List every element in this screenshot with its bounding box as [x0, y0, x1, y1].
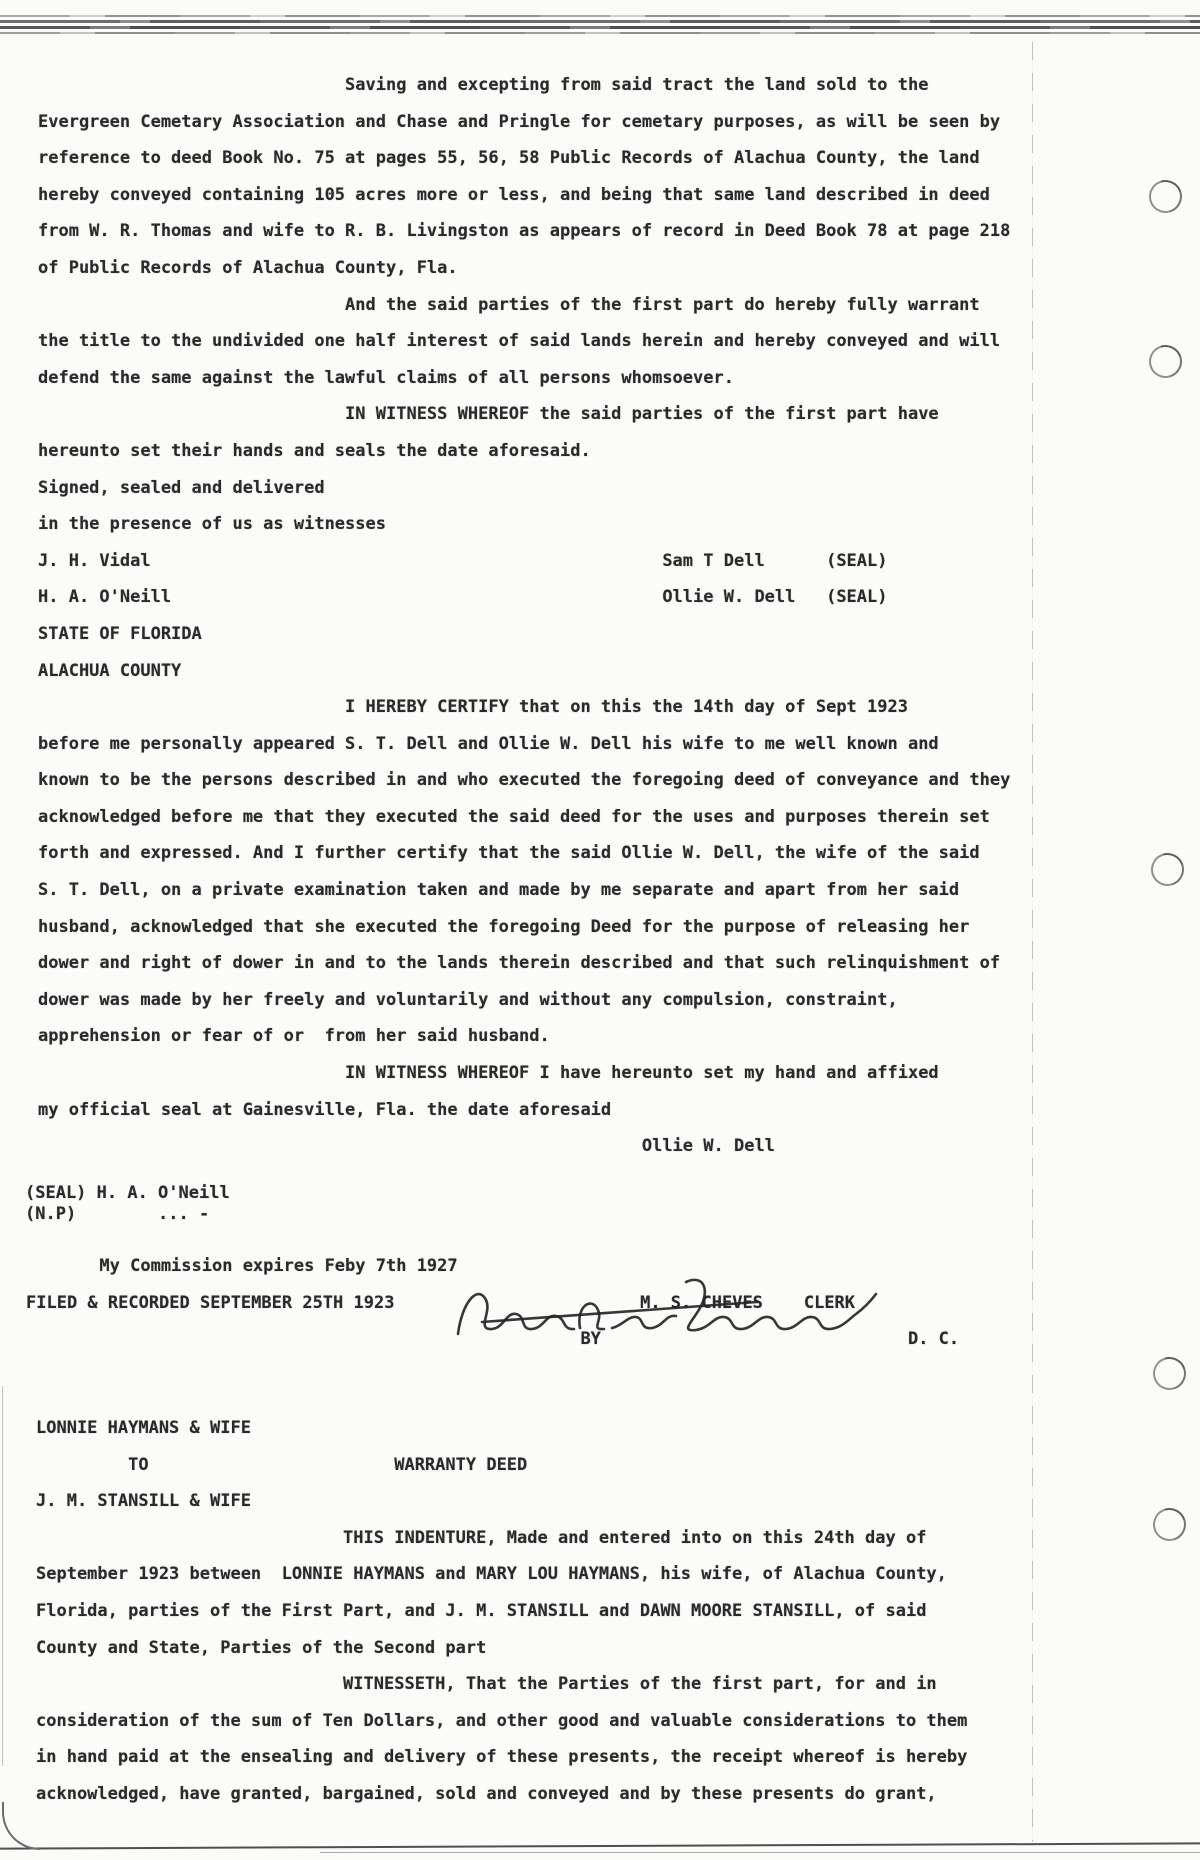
scan-noise-band: [0, 26, 1200, 29]
typed-line: THIS INDENTURE, Made and entered into on this 24th day of: [36, 1527, 927, 1548]
hole-punch-mark: [1143, 339, 1188, 384]
typed-line: forth and expressed. And I further certify that the said Ollie W. Dell, the wife of the said: [38, 843, 980, 864]
typed-line: before me personally appeared S. T. Dell and Ollie W. Dell his wife to me well known and: [38, 733, 939, 754]
hole-punch-mark: [1143, 174, 1188, 219]
clerk-signature: [452, 1272, 882, 1354]
typed-line: husband, acknowledged that she executed the foregoing Deed for the purpose of releasing her: [38, 916, 970, 937]
typed-line: ALACHUA COUNTY: [38, 660, 182, 681]
typed-line: reference to deed Book No. 75 at pages 55, 56, 58 Public Records of Alachua County, the land: [38, 148, 980, 169]
typed-line: WITNESSETH, That the Parties of the first part, for and in: [36, 1674, 937, 1695]
typed-line: known to be the persons described in and who executed the foregoing deed of conveyance and they: [38, 770, 1011, 791]
typed-line: from W. R. Thomas and wife to R. B. Livingston as appears of record in Deed Book 78 at page 218: [38, 221, 1011, 242]
deed-text-dell-to-livingston: [25, 67, 1011, 1358]
scan-noise-band: [0, 15, 1200, 17]
typed-line: September 1923 between LONNIE HAYMANS and MARY LOU HAYMANS, his wife, of Alachua County,: [36, 1564, 947, 1585]
typed-line: (SEAL) H. A. O'Neill: [25, 1182, 230, 1203]
typed-line: my official seal at Gainesville, Fla. the date aforesaid: [38, 1099, 612, 1120]
typed-line: Florida, parties of the First Part, and J. M. STANSILL and DAWN MOORE STANSILL, of said: [36, 1600, 927, 1621]
bottom-edge-line-faint: [320, 1852, 1200, 1853]
typed-line: TO WARRANTY DEED: [36, 1454, 528, 1475]
typed-line: in the presence of us as witnesses: [38, 514, 386, 535]
typed-line: And the said parties of the first part do hereby fully warrant: [38, 294, 980, 315]
typed-line: acknowledged before me that they executed the said deed for the uses and purposes therein set: [38, 806, 990, 827]
typed-line: acknowledged, have granted, bargained, sold and conveyed and by these presents do grant,: [36, 1783, 937, 1804]
typed-line: J. M. STANSILL & WIFE: [36, 1491, 251, 1512]
typed-line: dower was made by her freely and voluntarily and without any compulsion, constraint,: [38, 989, 898, 1010]
typed-line: S. T. Dell, on a private examination taken and made by me separate and apart from her said: [38, 880, 960, 901]
typed-line: Evergreen Cemetary Association and Chase and Pringle for cemetary purposes, as will be seen by: [38, 111, 1001, 132]
typed-line: STATE OF FLORIDA: [38, 623, 202, 644]
typed-line: the title to the undivided one half interest of said lands herein and hereby conveyed and will: [38, 331, 1001, 352]
typed-line: My Commission expires Feby 7th 1927: [38, 1256, 458, 1276]
page-edge-line: [1032, 42, 1033, 1842]
typed-line: apprehension or fear of or from her said husband.: [38, 1026, 550, 1047]
typed-line: I HEREBY CERTIFY that on this the 14th day of Sept 1923: [38, 697, 908, 718]
scan-noise-band: [0, 32, 1200, 34]
typed-line: LONNIE HAYMANS & WIFE: [36, 1418, 251, 1438]
typed-line: hereunto set their hands and seals the date aforesaid.: [38, 440, 591, 461]
typed-line: Saving and excepting from said tract the land sold to the: [38, 75, 929, 95]
bottom-edge-line: [0, 1842, 1200, 1849]
deed-text-haymans-to-stansill: [36, 1410, 967, 1813]
typed-line: FILED & RECORDED SEPTEMBER 25TH 1923 M. S. CHEVES CLERK: [26, 1292, 856, 1313]
typed-line: (N.P) ... -: [25, 1204, 210, 1225]
typed-line: consideration of the sum of Ten Dollars, and other good and valuable considerations to them: [36, 1710, 968, 1731]
hole-punch-mark: [1145, 847, 1190, 892]
typed-line: BY D. C.: [38, 1329, 960, 1350]
typed-line: Ollie W. Dell: [38, 1136, 775, 1157]
typed-line: defend the same against the lawful claims of all persons whomsoever.: [38, 367, 734, 388]
left-edge-mark: [2, 1386, 3, 1766]
scan-noise-band: [0, 20, 1200, 23]
typed-line: J. H. Vidal Sam T Dell (SEAL): [38, 550, 888, 571]
hole-punch-mark: [1147, 1502, 1192, 1547]
typed-line: IN WITNESS WHEREOF the said parties of the first part have: [38, 404, 939, 425]
typed-line: of Public Records of Alachua County, Fla.: [38, 257, 458, 278]
typed-line: IN WITNESS WHEREOF I have hereunto set my hand and affixed: [38, 1063, 939, 1084]
typed-line: hereby conveyed containing 105 acres more or less, and being that same land described in deed: [38, 184, 990, 205]
typed-line: dower and right of dower in and to the lands therein described and that such relinquishment of: [38, 953, 1001, 974]
typed-line: Signed, sealed and delivered: [38, 477, 325, 498]
typed-line: H. A. O'Neill Ollie W. Dell (SEAL): [38, 587, 888, 608]
typed-line: in hand paid at the ensealing and delivery of these presents, the receipt whereof is hereby: [36, 1747, 968, 1768]
hole-punch-mark: [1147, 1351, 1192, 1396]
typed-line: County and State, Parties of the Second part: [36, 1637, 487, 1658]
bottom-left-corner-curve: [2, 1802, 40, 1850]
